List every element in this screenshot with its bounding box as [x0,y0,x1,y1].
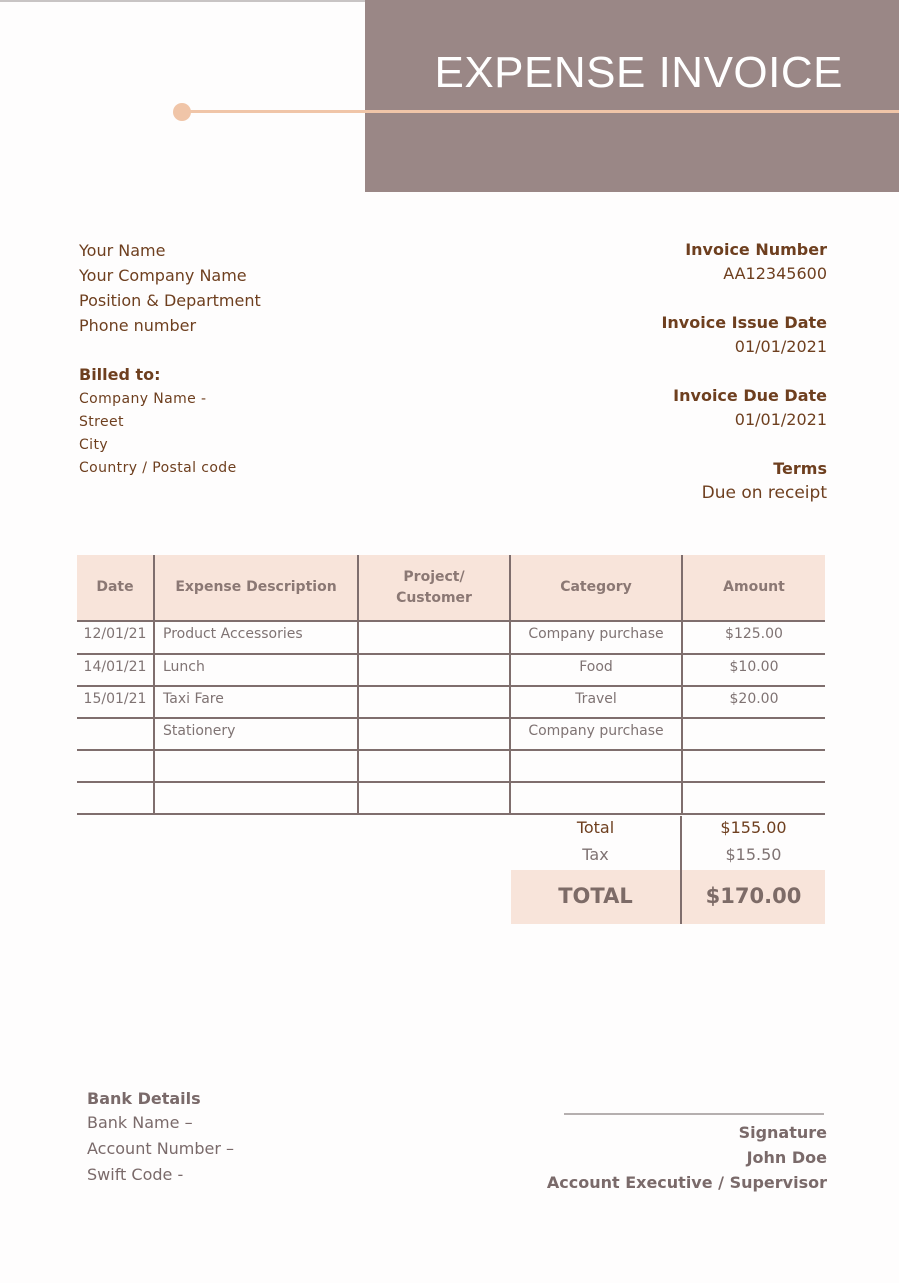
invoice-number-label: Invoice Number [685,240,827,259]
cell-description: Stationery [154,718,358,750]
table-header-row [77,555,825,621]
cell-project [358,654,510,686]
grand-total-label: TOTAL [511,870,682,924]
cell-amount: $10.00 [682,654,825,686]
sender-phone: Phone number [79,316,197,335]
sender-company: Your Company Name [79,266,247,285]
terms-block [661,457,827,506]
sender-position: Position & Department [79,291,261,310]
signatory-title: Account Executive / Supervisor [546,1173,827,1192]
bank-name: Bank Name – [87,1113,193,1132]
terms-value: Due on receipt [701,483,827,503]
cell-amount: $20.00 [682,686,825,718]
issue-date-block [661,311,827,360]
terms-label: Terms [773,459,827,478]
col-date: Date [77,555,154,621]
cell-description: Lunch [154,654,358,686]
col-project [358,555,510,621]
cell-date [77,782,154,814]
cell-amount [682,750,825,782]
accent-line [182,110,899,113]
col-project-line2: Customer [396,589,472,606]
cell-date: 14/01/21 [77,654,154,686]
swift-code: Swift Code - [87,1165,184,1184]
signatory-name: John Doe [746,1148,827,1167]
cell-category [510,750,682,782]
billed-company: Company Name - [79,391,207,407]
issue-date: 01/01/2021 [734,337,827,356]
expense-table [77,555,825,815]
signature-block [547,1120,827,1195]
bank-details-label: Bank Details [87,1089,201,1108]
subtotal-label: Total [511,816,682,843]
accent-dot-icon [173,103,191,121]
account-number: Account Number – [87,1139,235,1158]
invoice-number: AA12345600 [723,264,827,283]
tax-row [511,843,825,870]
cell-date: 12/01/21 [77,621,154,654]
cell-category: Company purchase [510,718,682,750]
table-row [77,686,825,718]
billed-city: City [79,437,109,453]
cell-description [154,750,358,782]
sender-info [79,238,261,338]
grand-total-row [511,870,825,924]
tax-label: Tax [511,843,682,870]
billed-to-section [79,364,237,480]
totals-section [511,816,825,924]
billed-street: Street [79,414,124,430]
top-border-line [0,0,365,2]
col-project-line1: Project/ [403,568,465,585]
sender-name: Your Name [79,241,166,260]
cell-project [358,621,510,654]
bank-details [87,1088,234,1188]
cell-project [358,686,510,718]
subtotal-row [511,816,825,843]
cell-project [358,782,510,814]
grand-total-value: $170.00 [705,884,802,908]
invoice-meta [661,238,827,530]
cell-category: Company purchase [510,621,682,654]
cell-category: Food [510,654,682,686]
cell-category [510,782,682,814]
table-row [77,621,825,654]
col-description: Expense Description [154,555,358,621]
cell-description: Product Accessories [154,621,358,654]
due-date-block [661,384,827,433]
signature-line [564,1113,824,1115]
cell-date [77,750,154,782]
table-row [77,782,825,814]
col-amount: Amount [682,555,825,621]
document-title: EXPENSE INVOICE [434,48,843,97]
billed-to-label: Billed to: [79,365,161,384]
invoice-number-block [661,238,827,287]
signature-label: Signature [738,1123,827,1142]
title-banner [365,0,899,192]
cell-description [154,782,358,814]
col-category: Category [510,555,682,621]
cell-amount [682,718,825,750]
table-row [77,718,825,750]
tax-value: $15.50 [725,845,782,864]
cell-project [358,718,510,750]
table-row [77,750,825,782]
due-date-label: Invoice Due Date [673,386,827,405]
cell-project [358,750,510,782]
cell-description: Taxi Fare [154,686,358,718]
cell-date: 15/01/21 [77,686,154,718]
due-date: 01/01/2021 [734,410,827,429]
cell-category: Travel [510,686,682,718]
subtotal-value: $155.00 [720,818,787,837]
cell-amount [682,782,825,814]
table-row [77,654,825,686]
billed-country: Country / Postal code [79,460,237,476]
cell-amount: $125.00 [682,621,825,654]
issue-date-label: Invoice Issue Date [661,313,827,332]
cell-date [77,718,154,750]
